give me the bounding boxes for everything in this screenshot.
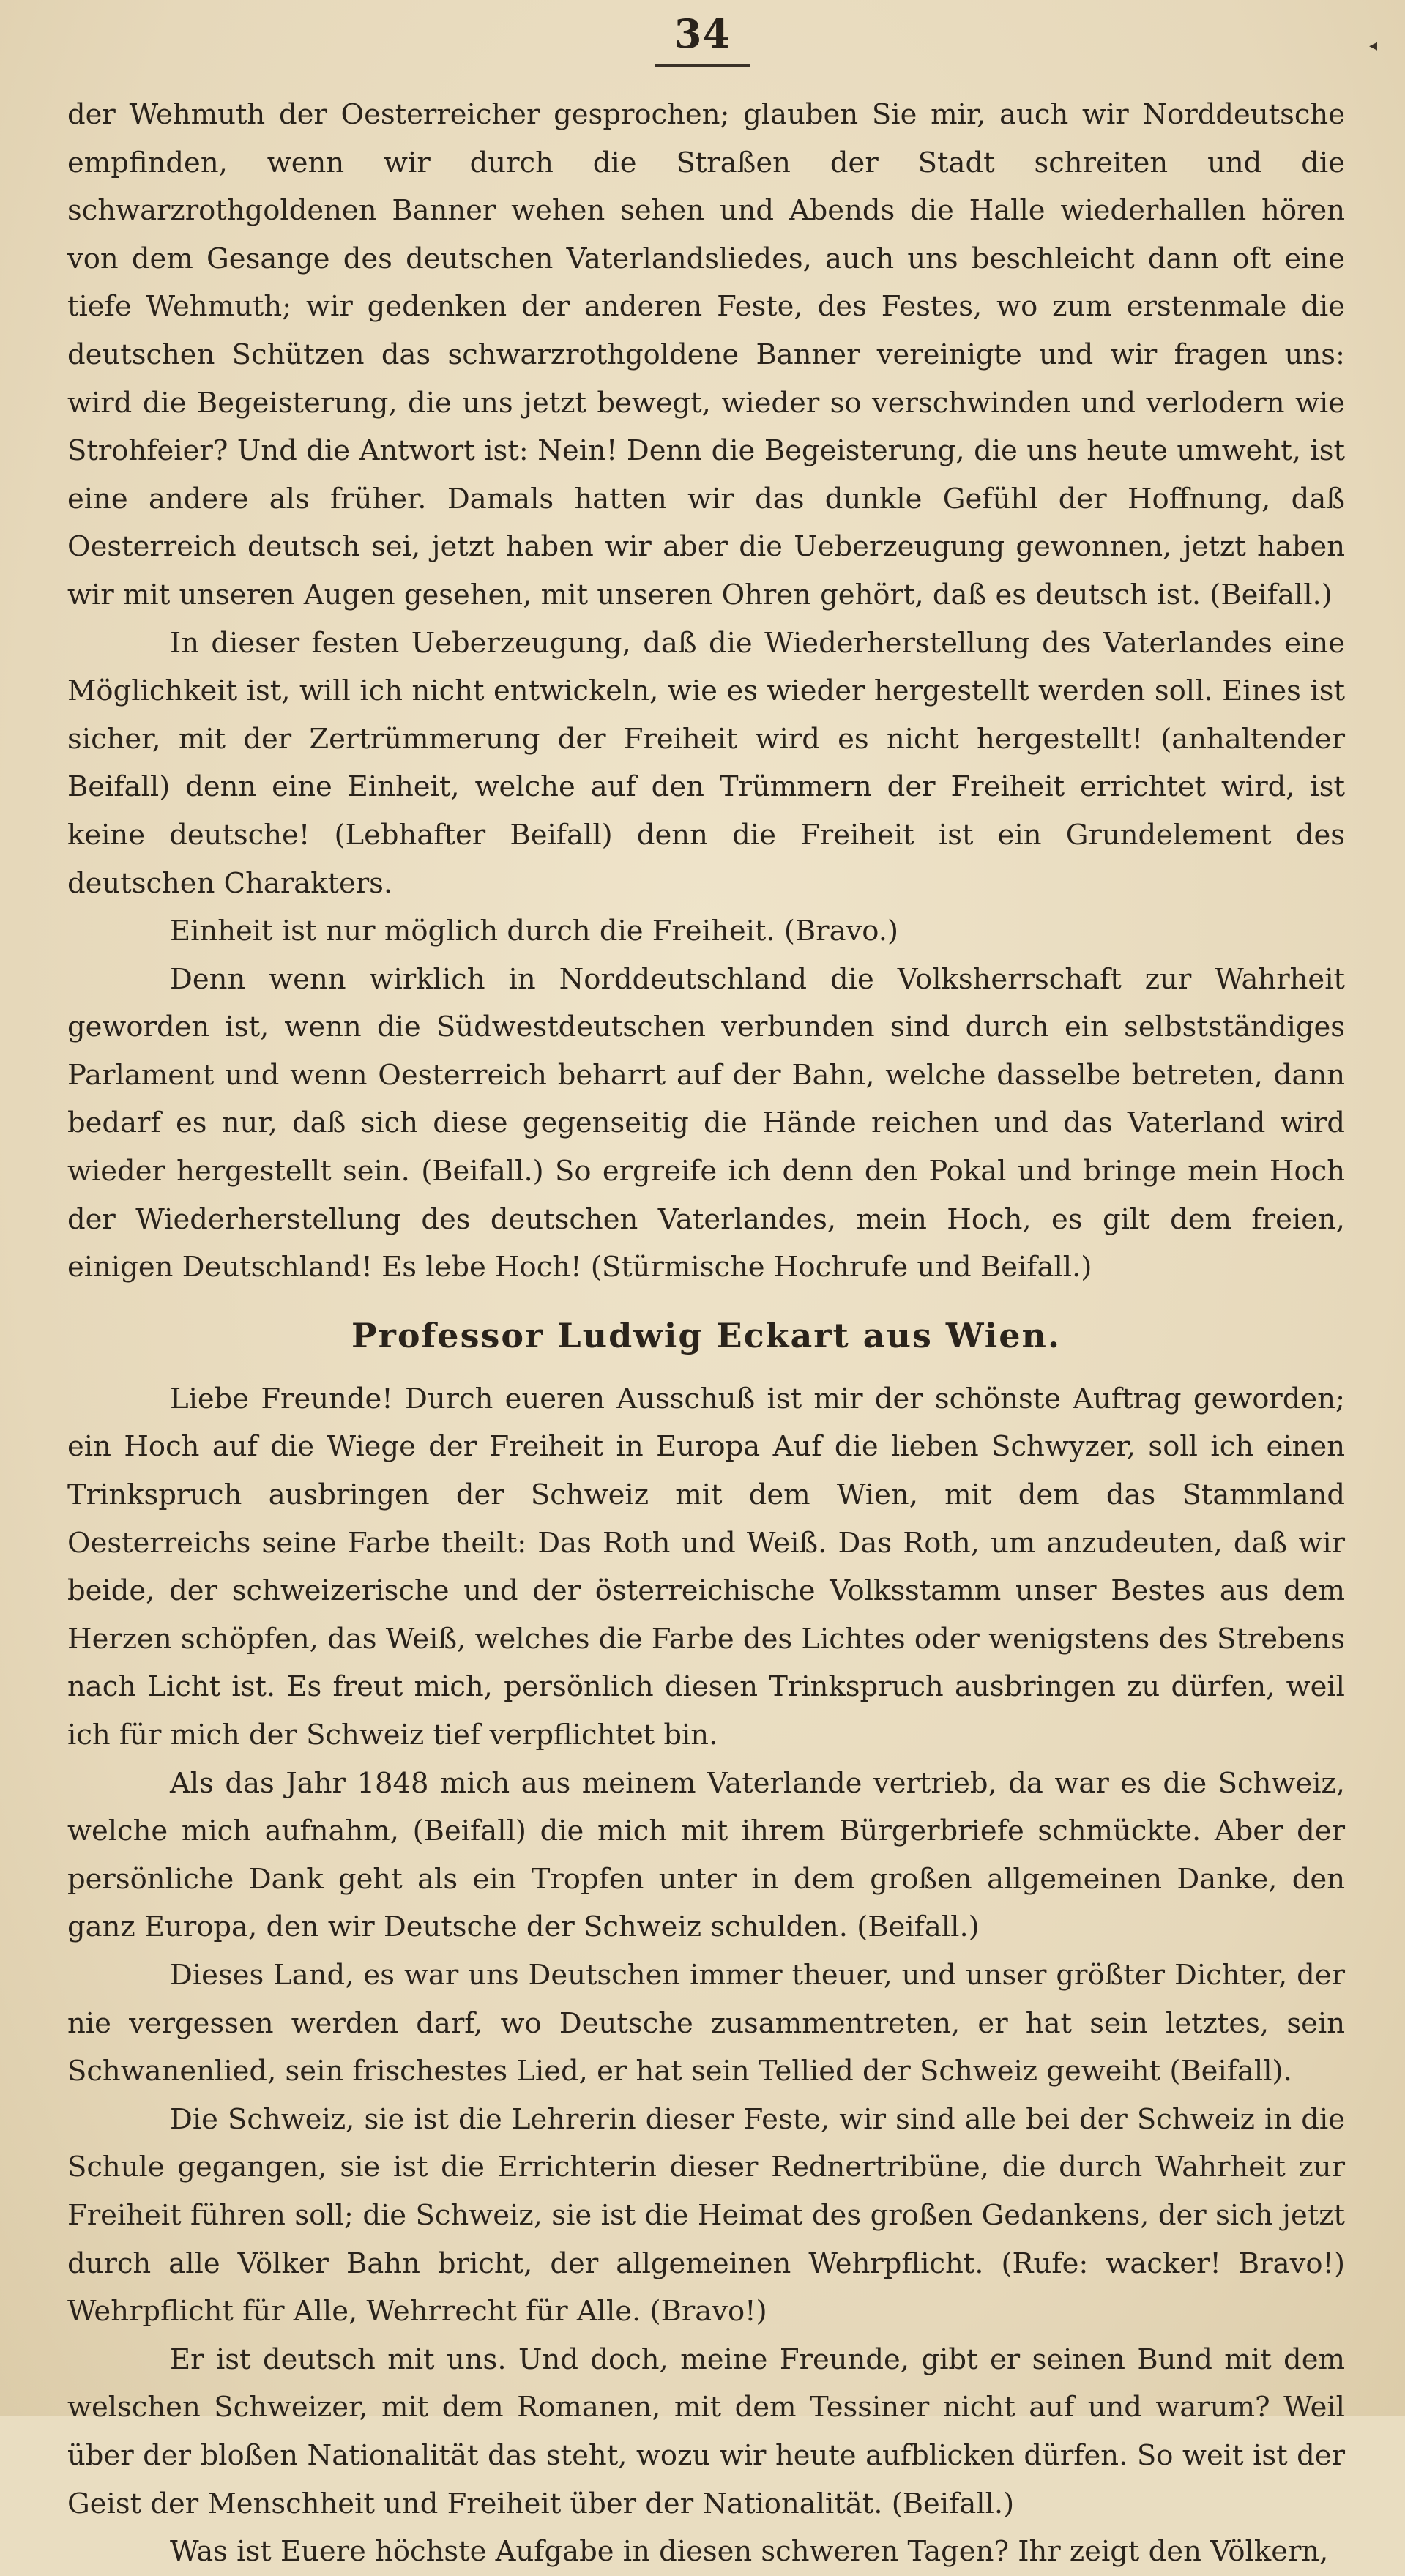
paragraph: Denn wenn wirklich in Norddeutschland die Volksherrschaft zur Wahrheit geworden ist, wenn die Südwestdeutschen verbunden sind durch ein selbstständiges Parlament und wenn Oesterreich beharrt auf der Bahn, welche dasselbe betreten, dann bedarf es nur, daß sich diese gegenseitig die Hände reichen und das Vaterland wird wieder hergestellt sein. (Beifall.) So ergreife ich denn den Pokal und bringe mein Hoch der Wiederherstellung des deutschen Vaterlandes, mein Hoch, es gilt dem freien, einigen Deutschland! Es lebe Hoch! (Stürmische Hochrufe und Beifall.) (67, 962, 1345, 1284)
paragraph-continued: der Wehmuth der Oesterreicher gesprochen; glauben Sie mir, auch wir Norddeutsche empfinden, wenn wir durch die Straßen der Stadt schreiten und die schwarzrothgoldenen Banner wehen sehen und Abends die Halle wiederhallen hören von dem Gesange des deutschen Vaterlandsliedes, auch uns beschleicht dann oft eine tiefe Wehmuth; wir gedenken der anderen Feste, des Festes, wo zum erstenmale die deutschen Schützen das schwarzrothgoldene Banner vereinigte und wir fragen uns: wird die Begeisterung, die uns jetzt bewegt, wieder so verschwinden und verlodern wie Strohfeier? Und die Antwort ist: Nein! Denn die Begeisterung, die uns heute umweht, ist eine andere als früher. Damals hatten wir das dunkle Gefühl der Hoffnung, daß Oesterreich deutsch sei, jetzt haben wir aber die Ueberzeugung gewonnen, jetzt haben wir mit unseren Augen gesehen, mit unseren Ohren gehört, daß es deutsch ist. (Beifall.) (67, 98, 1345, 611)
paragraph: Liebe Freunde! Durch eueren Ausschuß ist mir der schönste Auftrag geworden; ein Hoch auf die Wiege der Freiheit in Europa Auf die lieben Schwyzer, soll ich einen Trinkspruch ausbringen der Schweiz mit dem Wien, mit dem das Stammland Oesterreichs seine Farbe theilt: Das Roth und Weiß. Das Roth, um anzudeuten, daß wir beide, der schweizerische und der österreichische Volksstamm unser Bestes aus dem Herzen schöpfen, das Weiß, welches die Farbe des Lichtes oder wenigstens des Strebens nach Licht ist. Es freut mich, persönlich diesen Trinkspruch ausbringen zu dürfen, weil ich für mich der Schweiz tief verpflichtet bin. (67, 1382, 1345, 1752)
paragraph: Die Schweiz, sie ist die Lehrerin dieser Feste, wir sind alle bei der Schweiz in die Schule gegangen, sie ist die Errichterin dieser Rednertribüne, die durch Wahrheit zur Freiheit führen soll; die Schweiz, sie ist die Heimat des großen Gedankens, der sich jetzt durch alle Völker Bahn bricht, der allgemeinen Wehrpflicht. (Rufe: wacker! Bravo!) Wehrpflicht für Alle, Wehrrecht für Alle. (Bravo!) (67, 2102, 1345, 2329)
page-number: 34 (674, 10, 731, 57)
paragraph: Als das Jahr 1848 mich aus meinem Vaterlande vertrieb, da war es die Schweiz, welche mich aufnahm, (Beifall) die mich mit ihrem Bürgerbriefe schmückte. Aber der persönliche Dank geht als ein Tropfen unter in dem großen allgemeinen Danke, den ganz Europa, den wir Deutsche der Schweiz schulden. (Beifall.) (67, 1766, 1345, 1944)
paragraph: Dieses Land, es war uns Deutschen immer theuer, und unser größter Dichter, der nie vergessen werden darf, wo Deutsche zusammentreten, er hat sein letztes, sein Schwanenlied, sein frischestes Lied, er hat sein Tellied der Schweiz geweiht (Beifall). (67, 1958, 1345, 2088)
page-edge-mark-icon: ◂ (1368, 37, 1377, 55)
section-heading: Professor Ludwig Eckart aus Wien. (351, 1315, 1061, 1355)
page-number-rule (655, 64, 750, 67)
paragraph: In dieser festen Ueberzeugung, daß die Wiederherstellung des Vaterlandes eine Möglichkeit ist, will ich nicht entwickeln, wie es wieder hergestellt werden soll. Eines ist sicher, mit der Zertrümmerung der Freiheit wird es nicht hergestellt! (anhaltender Beifall) denn eine Einheit, welche auf den Trümmern der Freiheit errichtet wird, ist keine deutsche! (Lebhafter Beifall) denn die Freiheit ist ein Grundelement des deutschen Charakters. (67, 626, 1345, 900)
paragraph: Einheit ist nur möglich durch die Freiheit. (Bravo.) (170, 915, 899, 948)
text-body (67, 91, 1345, 2576)
paragraph: Was ist Euere höchste Aufgabe in diesen schweren Tagen? Ihr zeigt den Völkern, (170, 2535, 1329, 2569)
paragraph: Er ist deutsch mit uns. Und doch, meine Freunde, gibt er seinen Bund mit dem welschen Schweizer, mit dem Romanen, mit dem Tessiner nicht auf und warum? Weil über der bloßen Nationalität das steht, wozu wir heute aufblicken dürfen. So weit ist der Geist der Menschheit und Freiheit über der Nationalität. (Beifall.) (67, 2342, 1345, 2520)
